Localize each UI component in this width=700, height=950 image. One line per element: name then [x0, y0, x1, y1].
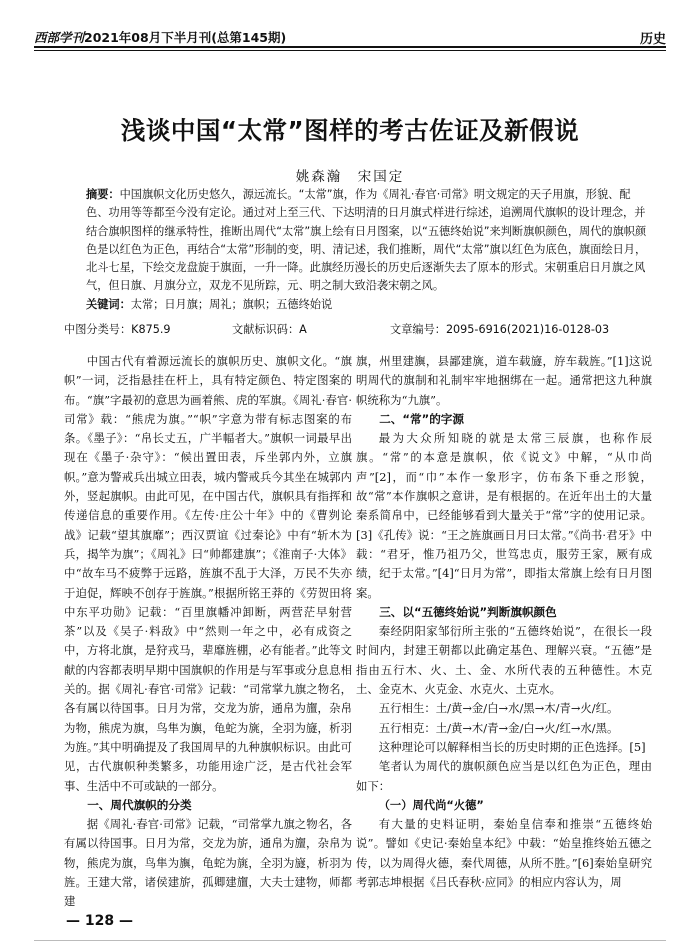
body-paragraph: 有大量的史料证明，秦始皇信奉和推崇“五德终始说”。譬如《史记·秦始皇本纪》中载：“始皇推终始五德之传，以为周得火德，秦代周德，从所不胜。”[6]秦始皇研究考郭志坤根据《吕氏春秋·应同》的相应内容认为，周 [356, 817, 652, 890]
left-column [64, 352, 352, 912]
article-number: 文章编号：2095-6916(2021)16-0128-03 [390, 323, 610, 336]
body-paragraph: 中国古代有着源远流长的旗帜历史、旗帜文化。“旗帜”一词，泛指悬挂在杆上，具有特定颜色、特定图案的布。“旗”字最初的意思为画着熊、虎的军旗。《周礼·春官·司常》载：“熊虎为旗。”“帜”字意为带有标志图案的布条。《墨子》：“帛长丈五，广半幅者大。”旗帜一词最早出现在《墨子·杂守》：“候出置田表，斥坐郭内外，立旗帜。”意为警戒兵出城立田表，城内警戒兵今其坐在城郭内外，竖起旗帜。由此可见，在中国古代，旗帜具有指挥和传递信息的重要作用。《左传·庄公十年》中的《曹刿论战》记载“望其旗靡”；西汉贾谊《过秦论》中有“斩木为兵，揭竿为旗”；《周礼》曰“帅都建旗”；《淮南子·大体》中“故车马不疲弊于远路，旌旗不乱于大泽，万民不失亦于迫促，辉映不创存于旌旗。”根据所铭王莽的《劳贺田将中东平功勋》记载：“百里旗幡冲卸断，两营茫早射营茶”以及《吴子·料敌》中“然则一年之中，必有成资之中，方将北旗，是狩戎马，辈靡旌棚，必有能者。”此等文献的内容都表明早期中国旗帜的作用是与军事或分息息相关的。据《周礼·春官·司常》记载：“司常掌九旗之物名，各有属以待国事。日月为常，交龙为旂，通帛为旜，杂帛为物，熊虎为旗，鸟隼为旟，龟蛇为旐，全羽为旞，析羽为旌。”其中明确提及了我国周早的九种旗帜标识。由此可见，古代旗帜种类繁多，功能用途广泛，是古代社会军事、生活中不可或缺的一部分。 [64, 354, 352, 793]
article-authors: 姚森瀚 宋国定 [295, 169, 405, 185]
abstract-text: 中国旗帜文化历史悠久，源远流长。“太常”旗，作为《周礼·春官·司常》明文规定的天子用旗，形貌、配色、功用等等都至今没有定论。通过对上至三代、下达明清的日月旗式样进行综述，追溯周代旗帜的设计理念，并结合旗帜图样的继承特性，推断出周代“太常”旗上绘有日月图案，以“五德终始说”来判断旗帜颜色，周代的旗帜颜色是以红色为正色，再结合“太常”形制的变，明、清记述，我们推断，周代“太常”旗以红色为底色，旗面绘日月，北斗七星，下绘交龙盘旋于旗面，一升一降。此旗经历漫长的历史后逐渐失去了原本的形式。宋朝重启日月旗之风气，但日旗、月旗分立，双龙不见所踪，元、明之制大致沿袭宋朝之风。 [86, 188, 647, 293]
issue-info: 2021年08月下半月刊(总第145期) [84, 30, 287, 45]
body-paragraph: 秦经阴阳家邹衍所主张的“五德终始说”，在很长一段时间内，封建王朝都以此确定基色、理解兴衰。“五德”是指由五行木、火、土、金、水所代表的五种德性。木克土、金克木、火克金、水克火、土克水。 [356, 624, 652, 697]
right-column [356, 352, 652, 892]
document-code: 文献标识码：A [232, 323, 307, 336]
keywords-line [64, 296, 652, 314]
footer-rule [34, 940, 666, 941]
body-paragraph: 五行相生：土/黄→金/白→水/黑→木/青→火/红。 [378, 701, 619, 716]
body-paragraph: 据《周礼·春官·司常》记载，“司常掌九旗之物名，各有属以待国事。日月为常，交龙为旂，通帛为旜，杂帛为物，熊虎为旗，鸟隼为旟，龟蛇为旐，全羽为旞，析羽为旌。王建大常，诸侯建旂，孤卿建旜，大夫士建物，师都建 [64, 817, 352, 909]
header-left [34, 28, 286, 46]
header-rule-thin [34, 50, 666, 51]
section-heading: 一、周代旗帜的分类 [87, 797, 192, 812]
journal-name: 西部学刊 [34, 30, 85, 45]
header-rule-thick [34, 46, 666, 48]
keywords-text: 太常；日月旗；周礼；旗帜；五德终始说 [130, 297, 333, 311]
abstract-block [64, 186, 652, 314]
clc-number: 中图分类号：K875.9 [64, 323, 171, 336]
body-paragraph: 旗，州里建旟，县鄙建旐，道车载旞，斿车载旌。”[1]这说明周代的旗制和礼制牢牢地捆绑在一起。通常把这九种旗帜统称为“九旗”。 [356, 354, 652, 407]
page-header [34, 22, 666, 48]
section-heading: 二、“常”的字源 [379, 411, 464, 426]
body-paragraph: 最为大众所知晓的就是太常三辰旗，也称作辰旗。“常”的本意是旗帜，依《说文》中解，“从巾尚声”[2]，而“巾”本作一象形字，仿布条下垂之形貌，故“常”本作旗帜之意讲，是有根据的。在近年出土的大量秦系简帛中，已经能够看到大量关于“常”字的使用记录。[3]《孔传》说：“王之旌旗画日月曰太常。”《尚书·君牙》中载：“君牙，惟乃祖乃父，世笃忠贞，服劳王家，厥有成绩，纪于太常。”[4]“日月为常”，即指太常旗上绘有日月图案。 [356, 431, 652, 600]
section-name: 历史 [639, 32, 666, 47]
keywords-label: 关键词： [86, 297, 131, 311]
page-number: — 128 — [66, 913, 133, 929]
body-paragraph: 这种理论可以解释相当长的历史时期的正色选择。[5] [378, 739, 646, 754]
body-paragraph: 五行相克：土/黄→木/青→金/白→火/红→水/黑。 [378, 720, 619, 735]
article-title: 浅谈中国“太常”图样的考古佐证及新假说 [120, 116, 580, 145]
section-heading: 三、以“五德终始说”判断旗帜颜色 [379, 604, 557, 619]
body-paragraph: 笔者认为周代的旗帜颜色应当是以红色为正色，理由如下： [356, 759, 652, 793]
abstract-label: 摘要： [86, 188, 120, 201]
abstract-paragraph [64, 186, 652, 296]
subsection-heading: （一）周代尚“火德” [378, 798, 484, 812]
